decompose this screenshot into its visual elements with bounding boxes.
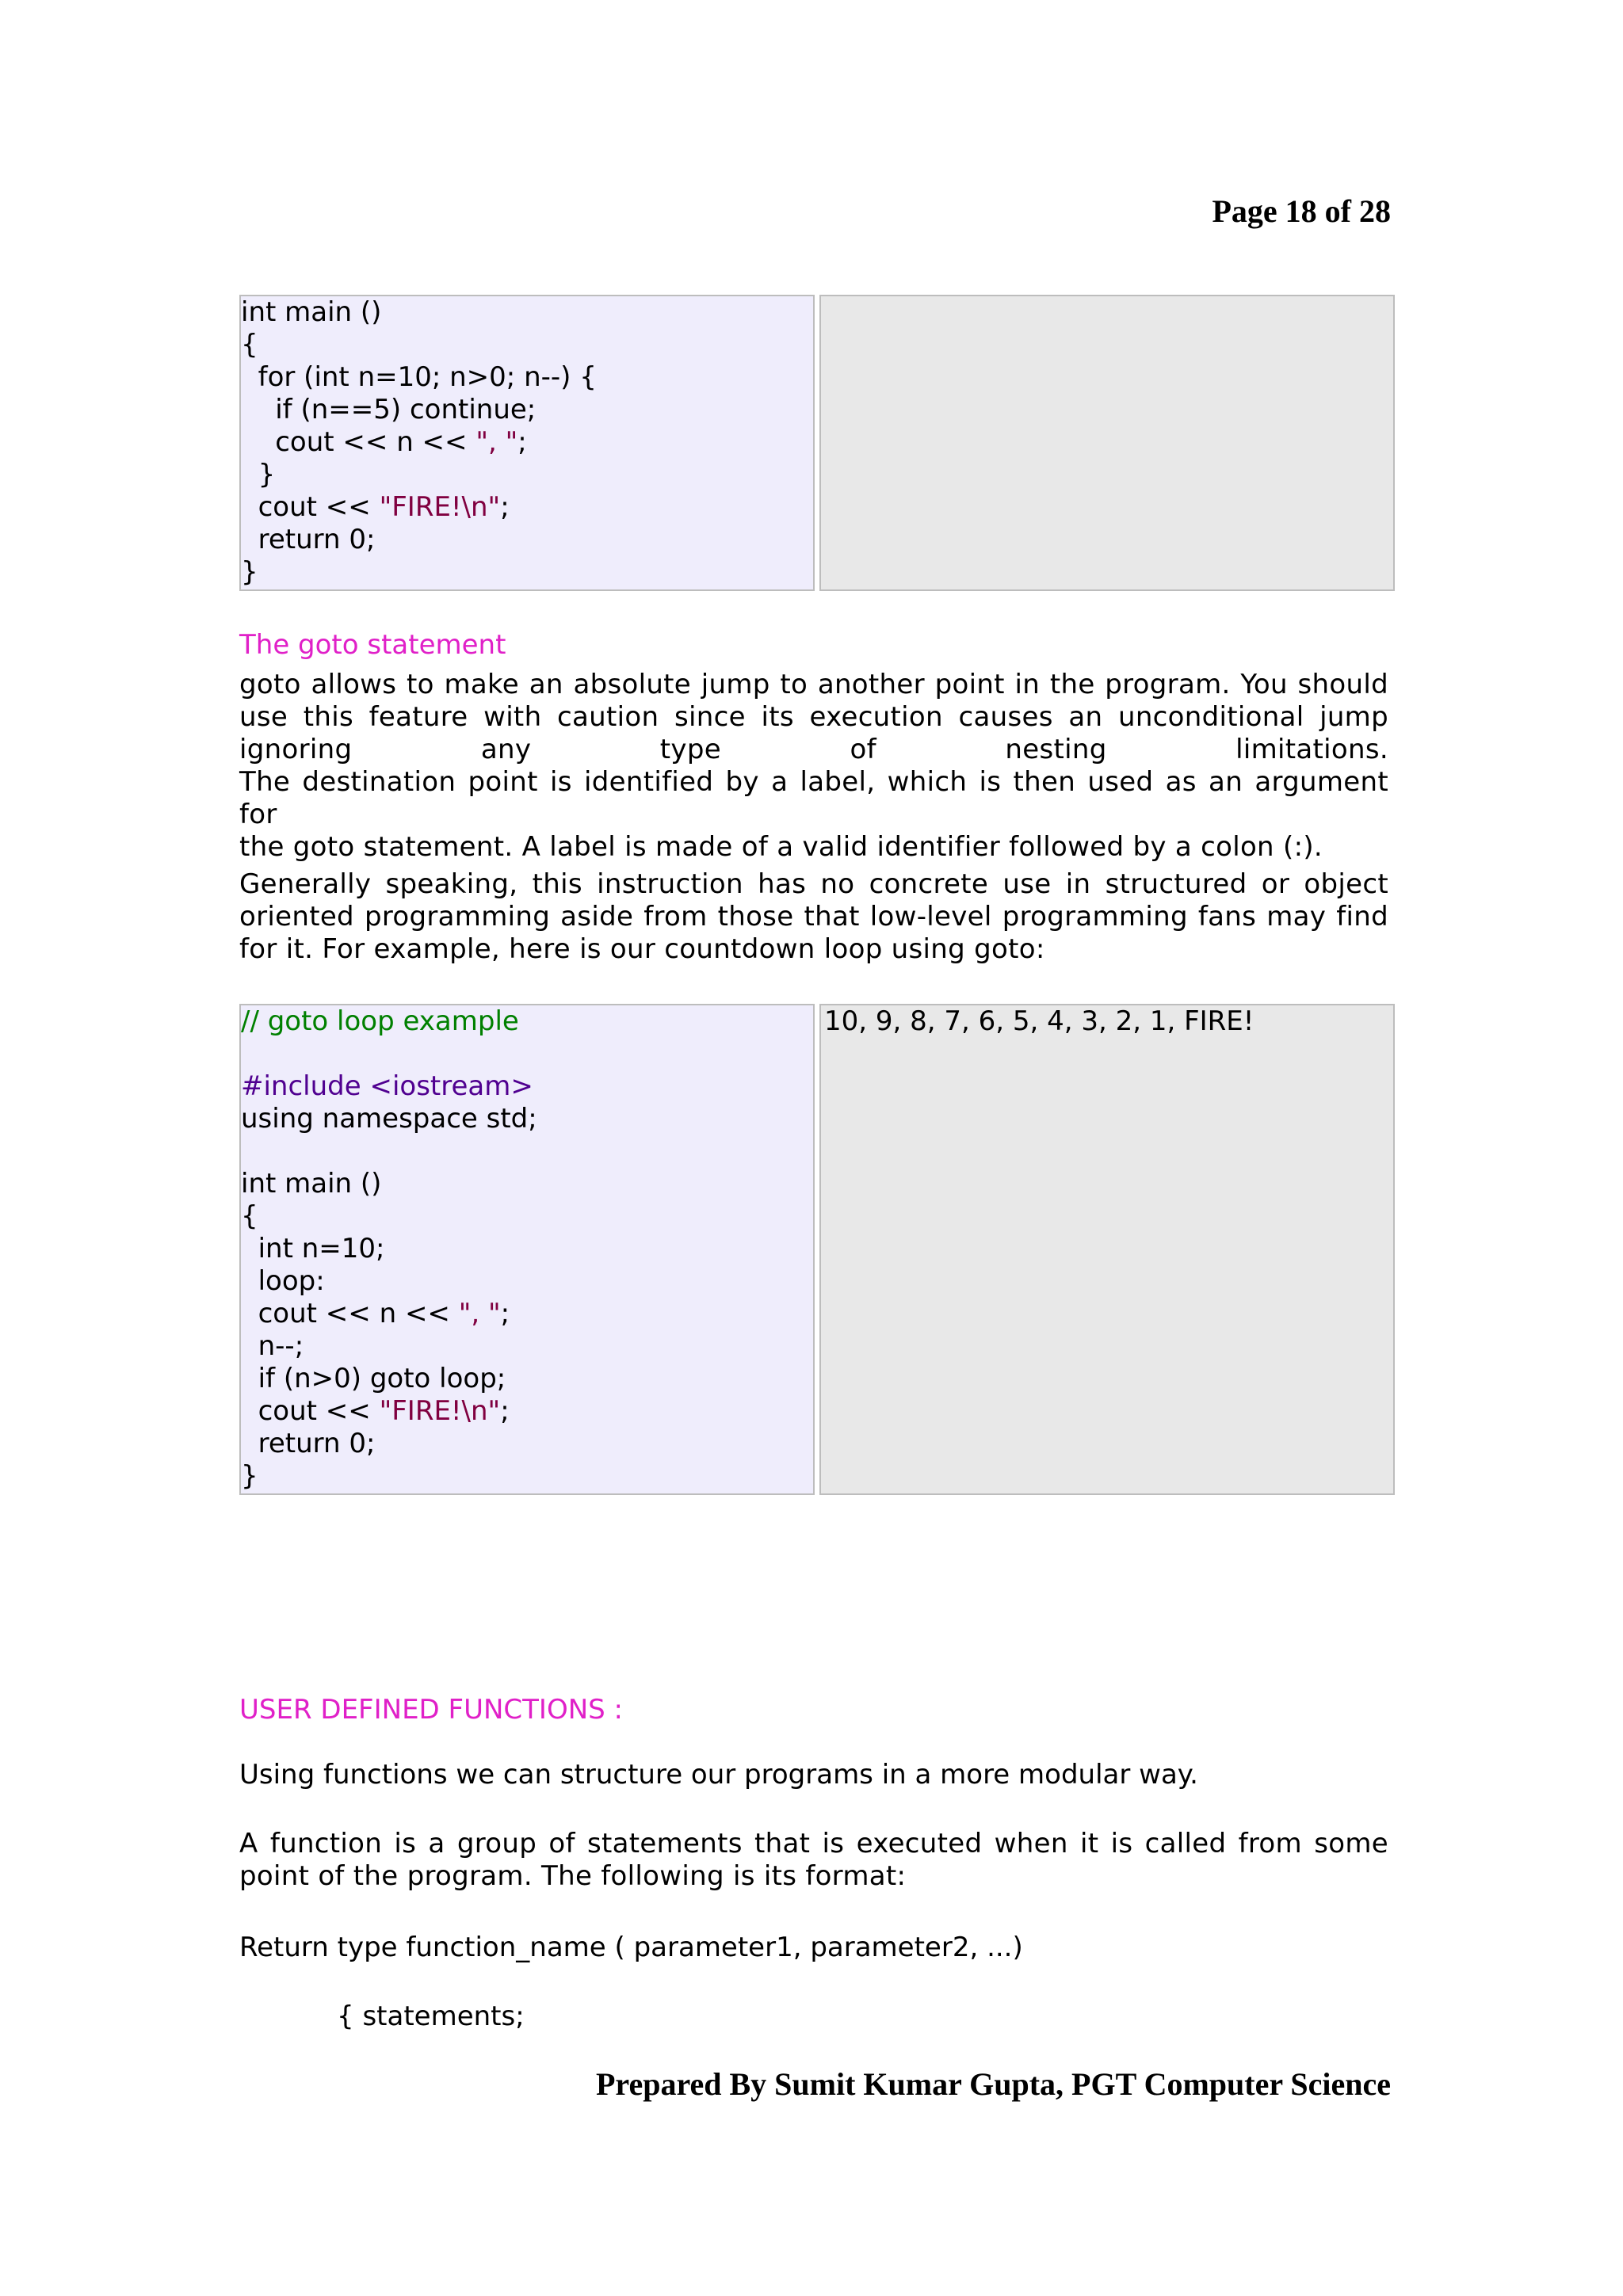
code-token: return 0; bbox=[241, 524, 376, 555]
page-number: Page 18 of 28 bbox=[1212, 193, 1391, 229]
code-token: ; bbox=[517, 426, 527, 458]
code-line bbox=[241, 1460, 813, 1493]
code-line bbox=[241, 1038, 813, 1070]
code-token: loop: bbox=[241, 1265, 325, 1297]
code-line bbox=[241, 491, 813, 524]
code-token: // goto loop example bbox=[241, 1005, 519, 1037]
code-line bbox=[241, 1265, 813, 1298]
code-token: ; bbox=[500, 1395, 510, 1427]
code-token: int main () bbox=[241, 296, 382, 328]
goto-paragraph-1-line: use this feature with caution since its execution causes an unconditional jump bbox=[239, 701, 1388, 733]
code-token: #include <iostream> bbox=[241, 1070, 533, 1102]
code-token: if (n>0) goto loop; bbox=[241, 1363, 506, 1394]
code-token: } bbox=[241, 1460, 258, 1492]
code-token: ", " bbox=[475, 426, 518, 458]
output-block-continue bbox=[819, 295, 1395, 591]
code-line bbox=[241, 394, 813, 426]
code-token: ; bbox=[500, 491, 510, 523]
code-line bbox=[241, 556, 813, 589]
code-line bbox=[241, 329, 813, 361]
code-token: cout << bbox=[241, 491, 380, 523]
code-token: "FIRE!\n" bbox=[379, 1395, 501, 1427]
code-token: ", " bbox=[458, 1298, 501, 1329]
goto-paragraph-1-line: goto allows to make an absolute jump to another point in the program. You should bbox=[239, 669, 1388, 700]
goto-paragraph-2-line: oriented programming aside from those that low-level programming fans may find bbox=[239, 901, 1388, 933]
goto-paragraph-1-line: the goto statement. A label is made of a valid identifier followed by a colon (:). bbox=[239, 831, 1323, 863]
footer-credit: Prepared By Sumit Kumar Gupta, PGT Computer Science bbox=[596, 2066, 1391, 2102]
code-block-goto bbox=[239, 1004, 815, 1495]
code-line bbox=[241, 1070, 813, 1103]
udf-paragraph-1: Using functions we can structure our programs in a more modular way. bbox=[239, 1759, 1198, 1791]
goto-paragraph-2-line: for it. For example, here is our countdown loop using goto: bbox=[239, 933, 1045, 965]
code-line bbox=[241, 361, 813, 394]
code-token: } bbox=[241, 459, 276, 490]
code-line bbox=[241, 1428, 813, 1460]
code-token: ; bbox=[500, 1298, 510, 1329]
function-format-line: Return type function_name ( parameter1, parameter2, ...) bbox=[239, 1932, 1023, 1963]
code-token: "FIRE!\n" bbox=[379, 491, 501, 523]
code-line bbox=[241, 1168, 813, 1200]
udf-heading: USER DEFINED FUNCTIONS : bbox=[239, 1694, 623, 1726]
code-line bbox=[241, 524, 813, 556]
goto-paragraph-2-line: Generally speaking, this instruction has no concrete use in structured or object bbox=[239, 868, 1388, 900]
code-token: } bbox=[241, 556, 258, 588]
code-token: for (int n=10; n>0; n--) { bbox=[241, 361, 597, 393]
statements-line: { statements; bbox=[337, 2000, 525, 2032]
goto-paragraph-2 bbox=[239, 868, 1388, 966]
code-line bbox=[241, 1298, 813, 1330]
code-line bbox=[241, 1005, 813, 1038]
code-line bbox=[241, 1363, 813, 1395]
code-token: { bbox=[241, 1200, 258, 1232]
code-token: if (n==5) continue; bbox=[241, 394, 537, 425]
code-line bbox=[241, 459, 813, 491]
goto-paragraph-1-line: ignoring any type of nesting limitations. bbox=[239, 734, 1388, 765]
udf-paragraph-2-line: A function is a group of statements that is executed when it is called from some bbox=[239, 1828, 1388, 1859]
code-token: cout << bbox=[241, 1395, 380, 1427]
code-token: int n=10; bbox=[241, 1233, 385, 1264]
code-line bbox=[241, 1200, 813, 1233]
code-token: { bbox=[241, 329, 258, 360]
code-token: int main () bbox=[241, 1168, 382, 1199]
code-line bbox=[241, 1395, 813, 1428]
goto-paragraph-1-line: The destination point is identified by a label, which is then used as an argument for bbox=[239, 766, 1388, 830]
code-block-continue bbox=[239, 295, 815, 591]
code-line bbox=[241, 1233, 813, 1265]
code-line bbox=[241, 426, 813, 459]
udf-paragraph-2 bbox=[239, 1828, 1388, 1893]
udf-paragraph-2-line: point of the program. The following is its format: bbox=[239, 1860, 907, 1892]
goto-paragraph-1 bbox=[239, 669, 1388, 864]
code-token: cout << n << bbox=[241, 426, 476, 458]
code-line bbox=[241, 296, 813, 329]
code-token: n--; bbox=[241, 1330, 304, 1362]
code-token: cout << n << bbox=[241, 1298, 459, 1329]
goto-heading: The goto statement bbox=[239, 629, 506, 661]
output-block-goto: 10, 9, 8, 7, 6, 5, 4, 3, 2, 1, FIRE! bbox=[819, 1004, 1395, 1495]
code-token: return 0; bbox=[241, 1428, 376, 1459]
code-line bbox=[241, 1135, 813, 1168]
code-line bbox=[241, 1103, 813, 1135]
code-token: using namespace std; bbox=[241, 1103, 537, 1135]
code-line bbox=[241, 1330, 813, 1363]
